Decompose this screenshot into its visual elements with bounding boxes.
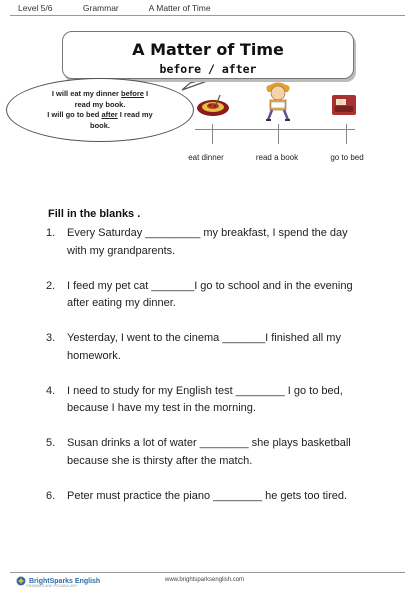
footer-url: www.brightsparksenglish.com <box>165 577 245 583</box>
spaghetti-plate-icon <box>196 93 230 117</box>
timeline-tick-2 <box>278 124 279 144</box>
example-line-2: read my book. <box>74 99 126 109</box>
timeline-label-read-a-book: read a book <box>255 153 299 162</box>
question-item <box>46 330 366 365</box>
question-number: 1. <box>46 227 56 239</box>
header-divider <box>10 15 405 16</box>
example-speech-bubble <box>6 78 194 142</box>
question-text: Peter must practice the piano ________ he gets too tired. <box>67 489 348 502</box>
girl-reading-icon <box>262 82 294 124</box>
example-line-3: I will go to bed after I read my <box>47 110 153 119</box>
question-item <box>46 278 366 313</box>
question-number: 4. <box>46 384 56 397</box>
subject-label: Grammar <box>82 3 119 13</box>
question-item <box>46 488 366 506</box>
logo-tagline: GRAMMAR AND VOCABULARY <box>26 584 78 588</box>
timeline-label-eat-dinner: eat dinner <box>188 153 224 162</box>
bed-icon <box>330 93 358 117</box>
question-number: 5. <box>46 437 56 449</box>
question-text: Every Saturday _________ my breakfast, I spend the day with my grandparents. <box>67 227 348 257</box>
footer-divider <box>10 572 405 573</box>
example-line-1: I will eat my dinner before I <box>51 89 149 98</box>
timeline-line <box>195 129 355 130</box>
question-item <box>46 383 366 418</box>
page-header <box>18 3 239 13</box>
instructions-heading: Fill in the blanks . <box>48 208 141 220</box>
example-line-4: book. <box>90 120 110 130</box>
question-number: 6. <box>46 489 56 502</box>
page-title: A Matter of Time <box>132 40 284 59</box>
question-number: 2. <box>46 279 56 292</box>
timeline-tick-3 <box>346 124 347 144</box>
question-item <box>46 225 366 260</box>
spark-logo-icon <box>16 576 26 586</box>
logo-text: BrightSparks English <box>29 577 101 585</box>
level-label: Level 5/6 <box>18 3 53 13</box>
page-subtitle: before / after <box>159 62 257 76</box>
title-box <box>62 31 354 79</box>
question-text: I feed my pet cat _______I go to school and in the evening after eating my dinner. <box>67 279 353 309</box>
question-text: Susan drinks a lot of water ________ she plays basketball because she is thirsty after the match. <box>67 437 351 467</box>
timeline-label-go-to-bed: go to bed <box>330 153 364 162</box>
question-number: 3. <box>46 332 56 344</box>
question-item <box>46 435 366 470</box>
question-text: I need to study for my English test ________ I go to bed, because I have my test in the morning. <box>67 384 343 414</box>
question-list <box>46 225 366 523</box>
timeline-tick-1 <box>212 124 213 144</box>
topic-label: A Matter of Time <box>148 3 211 13</box>
question-text: Yesterday, I went to the cinema _______I finished all my homework. <box>67 332 341 362</box>
